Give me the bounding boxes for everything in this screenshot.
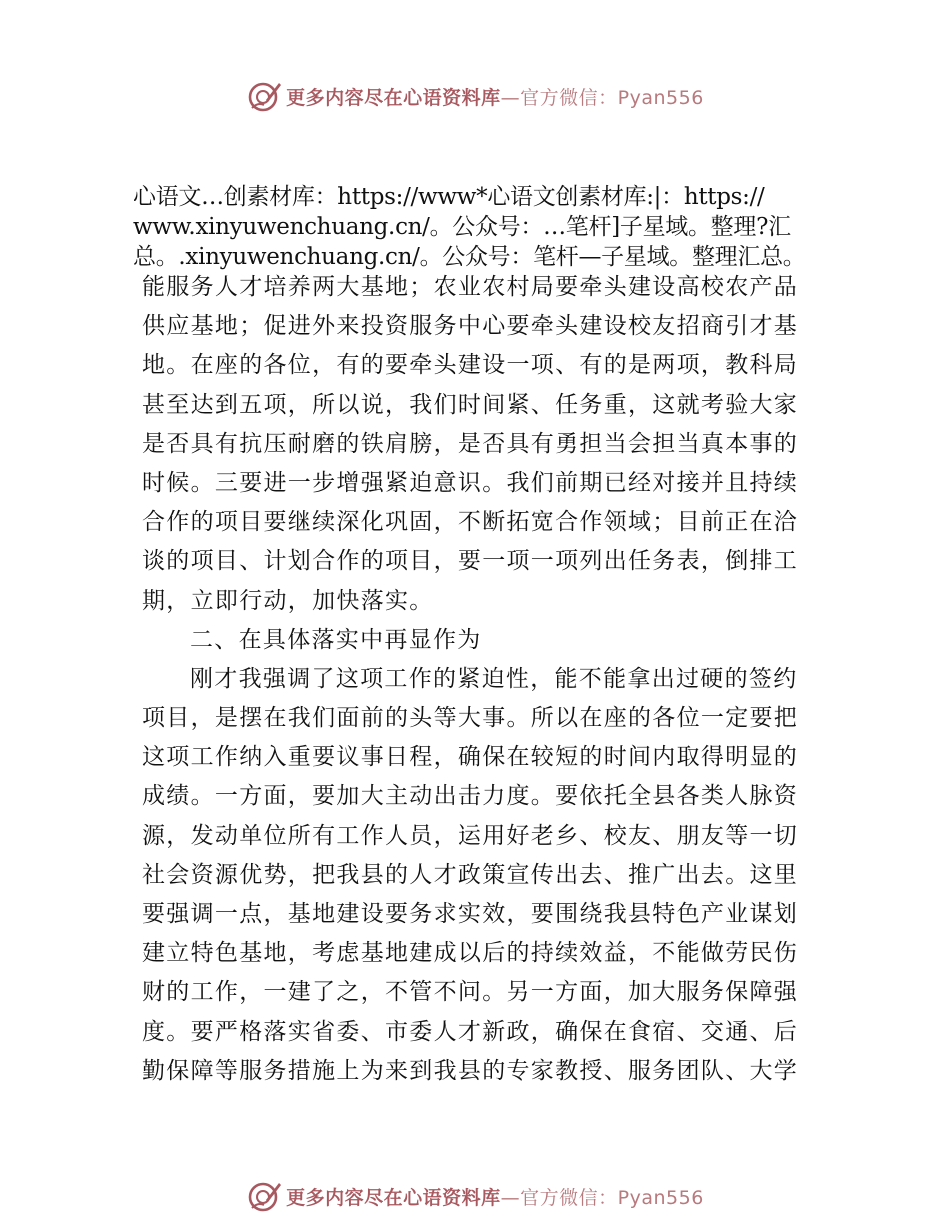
paragraph-line: 合作的项目要继续深化巩固，不断拓宽合作领域；目前正在洽 — [142, 509, 799, 536]
paragraph-line: 建立特色基地，考虑基地建成以后的持续效益，不能做劳民伤 — [142, 940, 799, 967]
banner-wechat: —官方微信：Pyan556 — [500, 86, 704, 109]
paragraph-line: 时候。三要进一步增强紧迫意识。我们前期已经对接并且持续 — [142, 469, 799, 496]
header-banner — [0, 74, 950, 118]
source-line: www.xinyuwenchuang.cn/。公众号：…笔杆]子星域。整理?汇 — [133, 214, 791, 240]
banner-wechat: —官方微信：Pyan556 — [500, 1186, 704, 1209]
paragraph-line: 源，发动单位所有工作人员，运用好老乡、校友、朋友等一切 — [142, 822, 799, 849]
banner-highlight: 更多内容尽在心语资料库 — [286, 1186, 501, 1209]
paragraph-line: 刚才我强调了这项工作的紧迫性，能不能拿出过硬的签约 — [190, 665, 798, 692]
paragraph-line: 甚至达到五项，所以说，我们时间紧、任务重，这就考验大家 — [142, 391, 799, 418]
paragraph-line: 是否具有抗压耐磨的铁肩膀，是否具有勇担当会担当真本事的 — [142, 430, 799, 457]
paragraph-line: 财的工作，一建了之，不管不问。另一方面，加大服务保障强 — [142, 979, 799, 1006]
paragraph-line: 度。要严格落实省委、市委人才新政，确保在食宿、交通、后 — [142, 1018, 799, 1045]
banner-text — [286, 83, 704, 110]
document-body — [142, 268, 814, 1091]
paragraph-line: 能服务人才培养两大基地；农业农村局要牵头建设高校农产品 — [142, 274, 799, 300]
paragraph-line: 项目，是摆在我们面前的头等大事。所以在座的各位一定要把 — [142, 705, 799, 732]
paragraph-line: 要强调一点，基地建设要务求实效，要围绕我县特色产业谋划 — [142, 901, 799, 927]
pen-circle-logo-icon — [246, 78, 282, 114]
footer-banner — [0, 1174, 950, 1218]
pen-circle-logo-icon — [246, 1178, 282, 1214]
paragraph-line: 谈的项目、计划合作的项目，要一项一项列出任务表，倒排工 — [142, 548, 799, 575]
paragraph-line: 勤保障等服务措施上为来到我县的专家教授、服务团队、大学 — [142, 1057, 799, 1084]
section-heading: 二、在具体落实中再显作为 — [190, 626, 482, 653]
source-line: 心语文…创素材库：https://www*心语文创素材库:|：https:// — [133, 184, 765, 210]
paragraph-line: 成绩。一方面，要加大主动出击力度。要依托全县各类人脉资 — [142, 783, 799, 810]
paragraph-line: 供应基地；促进外来投资服务中心要牵头建设校友招商引才基 — [142, 313, 799, 340]
paragraph-line: 地。在座的各位，有的要牵头建设一项、有的是两项，教科局 — [142, 352, 799, 379]
paragraph-line: 社会资源优势，把我县的人才政策宣传出去、推广出去。这里 — [142, 861, 799, 888]
banner-text — [286, 1183, 704, 1210]
source-line: 总。.xinyuwenchuang.cn/。公众号：笔杆—子星域。整理汇总。 — [133, 244, 806, 270]
paragraph-line: 这项工作纳入重要议事日程，确保在较短的时间内取得明显的 — [142, 744, 799, 771]
banner-highlight: 更多内容尽在心语资料库 — [286, 86, 501, 109]
paragraph-line: 期，立即行动，加快落实。 — [142, 587, 434, 614]
source-info — [133, 182, 833, 272]
